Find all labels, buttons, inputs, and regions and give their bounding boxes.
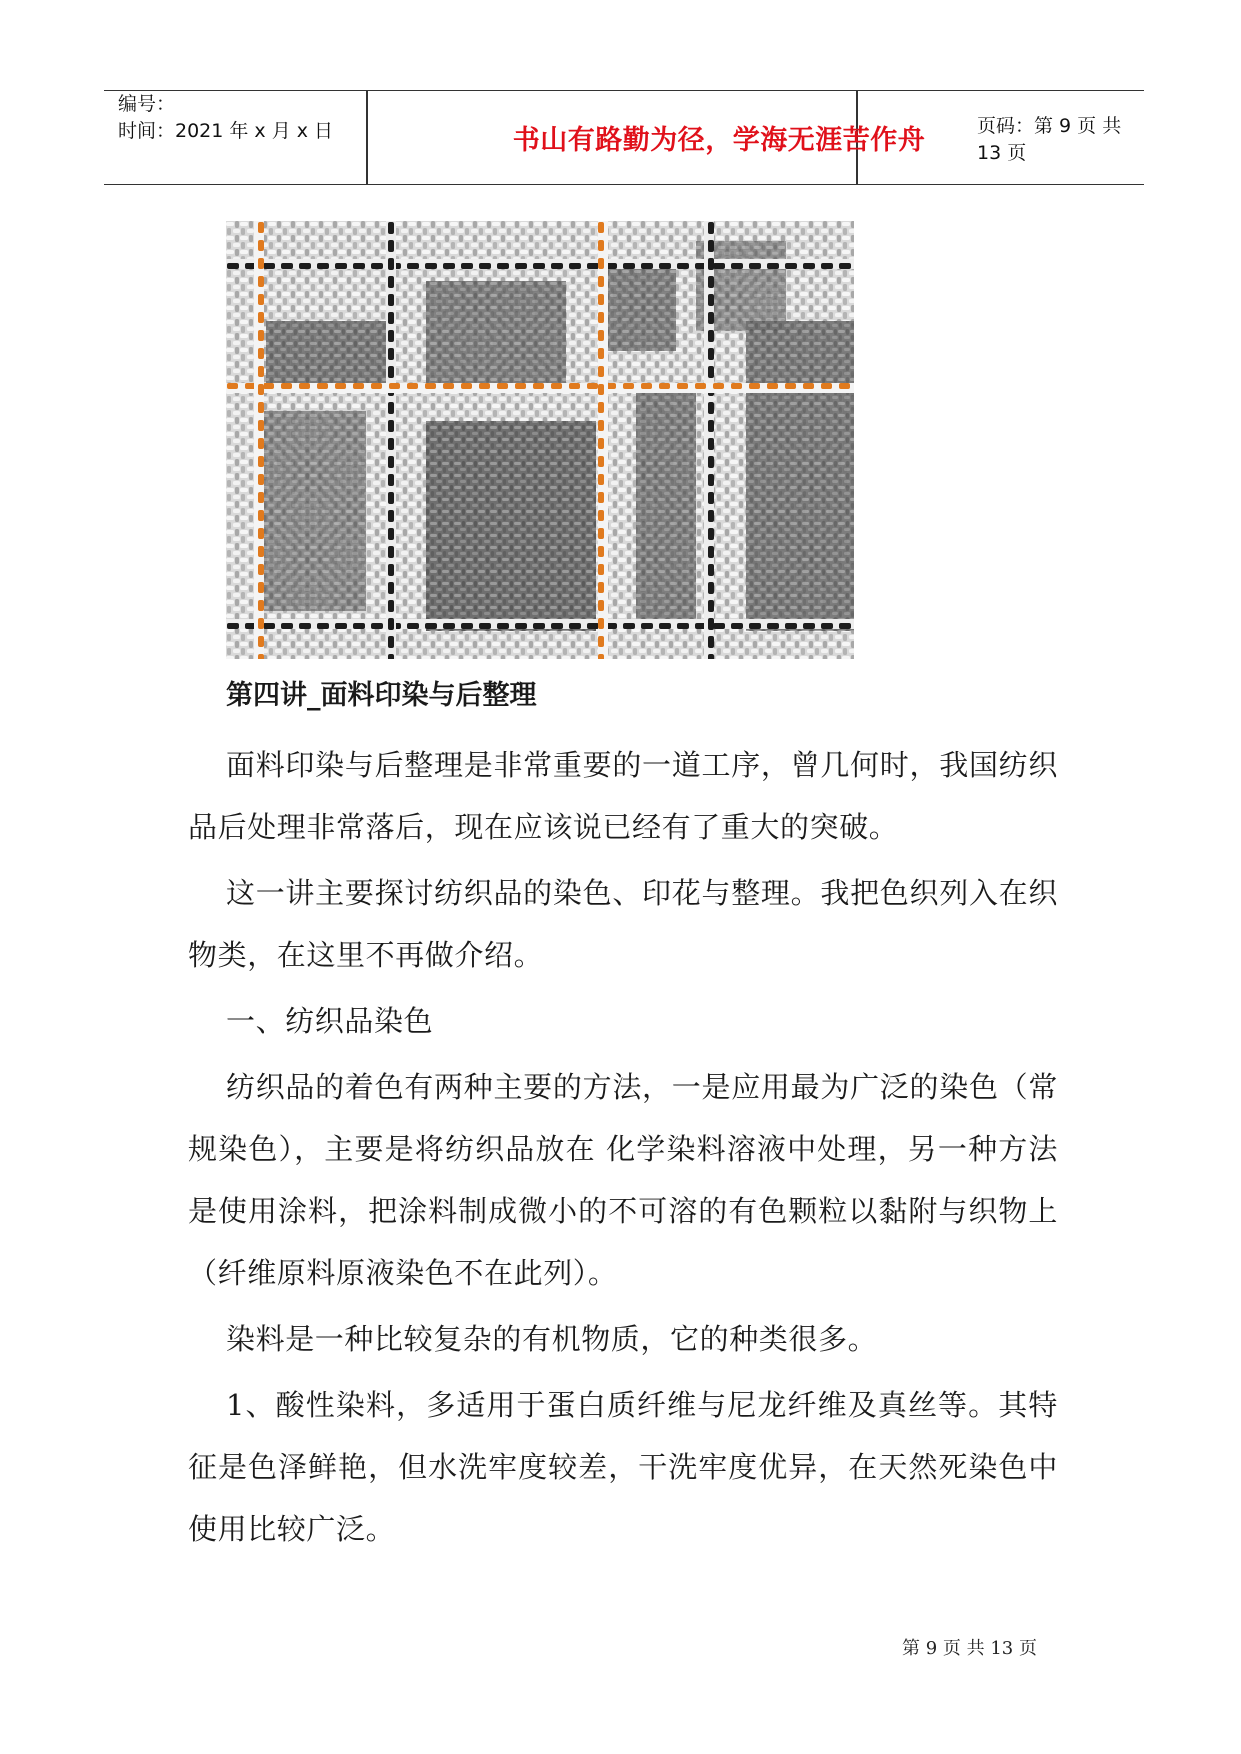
- serial-number-label: 编号：: [118, 93, 176, 115]
- section-heading: 第四讲_面料印染与后整理: [226, 680, 537, 711]
- page-header: [104, 90, 1144, 185]
- header-page-info: 页码：第 9 页 共 13 页: [977, 114, 1122, 164]
- paragraph: 这一讲主要探讨纺织品的染色、印花与整理。我把色织列入在织物类，在这里不再做介绍。: [188, 876, 1058, 972]
- paragraph: 面料印染与后整理是非常重要的一道工序，曾几何时，我国纺织品后处理非常落后，现在应该说已经有了重大的突破。: [188, 748, 1058, 844]
- fabric-plaid-image: [226, 221, 854, 659]
- footer-page-number: 第 9 页 共 13 页: [902, 1638, 1037, 1659]
- subsection-title: 一、纺织品染色: [226, 1004, 434, 1038]
- date-label: 时间：2021 年 x 月 x 日: [118, 120, 334, 142]
- header-motto: 书山有路勤为径，学海无涯苦作舟: [512, 125, 926, 156]
- paragraph: 1、酸性染料，多适用于蛋白质纤维与尼龙纤维及真丝等。其特征是色泽鲜艳，但水洗牢度较差，干洗牢度优异，在天然死染色中使用比较广泛。: [188, 1388, 1058, 1546]
- header-divider-left: [366, 91, 368, 184]
- paragraph: 染料是一种比较复杂的有机物质，它的种类很多。: [226, 1322, 878, 1356]
- document-body: [188, 676, 1058, 1564]
- paragraph: 纺织品的着色有两种主要的方法，一是应用最为广泛的染色（常规染色），主要是将纺织品放在 化学染料溶液中处理，另一种方法是使用涂料，把涂料制成微小的不可溶的有色颗粒以黏附与织物上（纤维原料原液染色不在此列）。: [188, 1070, 1058, 1290]
- header-meta: [118, 91, 333, 145]
